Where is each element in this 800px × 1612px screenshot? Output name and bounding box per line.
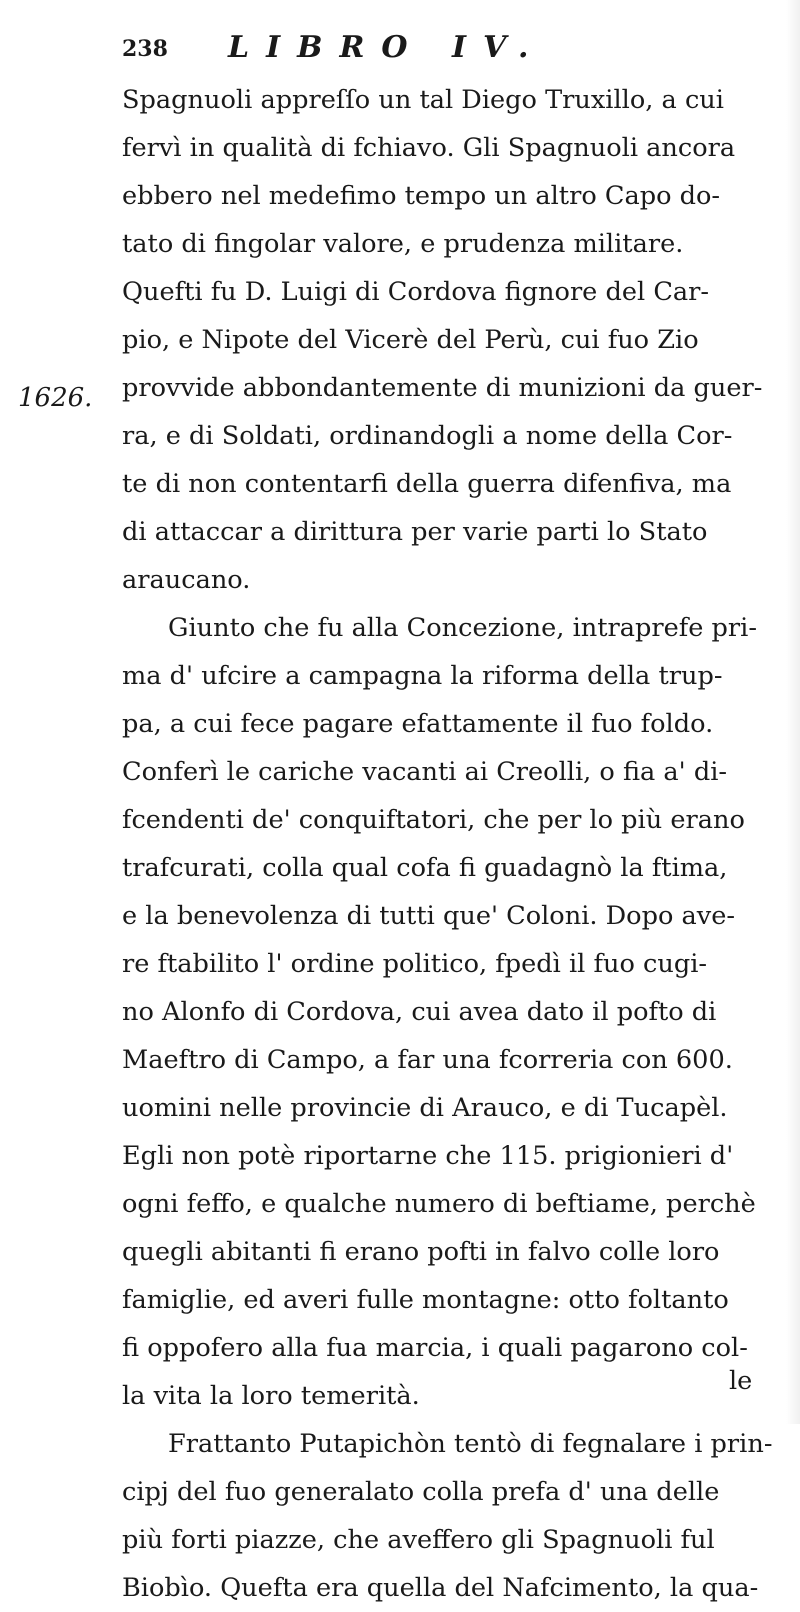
page-edge-shadow bbox=[786, 0, 800, 1424]
text-line: uomini nelle provincie di Arauco, e di Tucapèl. bbox=[122, 1093, 728, 1123]
text-line: Biobìo. Quefta era quella del Nafcimento, la qua- bbox=[122, 1573, 759, 1603]
text-line: tato di fingolar valore, e prudenza militare. bbox=[122, 229, 684, 259]
text-line: di attaccar a dirittura per varie parti lo Stato bbox=[122, 517, 708, 547]
text-line: pio, e Nipote del Vicerè del Perù, cui fuo Zio bbox=[122, 325, 699, 355]
text-line: ra, e di Soldati, ordinandogli a nome della Cor- bbox=[122, 421, 733, 451]
catchword: le bbox=[729, 1366, 753, 1396]
text-line: no Alonfo di Cordova, cui avea dato il pofto di bbox=[122, 997, 717, 1027]
text-line: cipj del fuo generalato colla prefa d' una delle bbox=[122, 1477, 720, 1507]
text-line: re ftabilito l' ordine politico, fpedì il fuo cugi- bbox=[122, 949, 708, 979]
text-line: più forti piazze, che aveffero gli Spagnuoli ful bbox=[122, 1525, 715, 1555]
running-head: LIBRO IV. bbox=[228, 30, 546, 65]
text-line: ma d' ufcire a campagna la riforma della trup- bbox=[122, 661, 723, 691]
body-text bbox=[122, 76, 800, 1612]
text-line: Maeftro di Campo, a far una fcorreria con 600. bbox=[122, 1045, 733, 1075]
text-line: araucano. bbox=[122, 565, 251, 595]
text-line: fcendenti de' conquiftatori, che per lo più erano bbox=[122, 805, 745, 835]
text-line: la vita la loro temerità. bbox=[122, 1381, 420, 1411]
text-line: famiglie, ed averi fulle montagne: otto foltanto bbox=[122, 1285, 729, 1315]
text-line: quegli abitanti fi erano pofti in falvo colle loro bbox=[122, 1237, 720, 1267]
text-line: e la benevolenza di tutti que' Coloni. Dopo ave- bbox=[122, 901, 736, 931]
paragraph-start-line: Giunto che fu alla Concezione, intraprefe pri- bbox=[168, 613, 757, 643]
text-line: te di non contentarfi della guerra difenfiva, ma bbox=[122, 469, 732, 499]
text-line: trafcurati, colla qual cofa fi guadagnò la ftima, bbox=[122, 853, 728, 883]
text-line: fervì in qualità di fchiavo. Gli Spagnuoli ancora bbox=[122, 133, 736, 163]
text-line: ogni feffo, e qualche numero di beftiame, perchè bbox=[122, 1189, 756, 1219]
paragraph-start-line: Frattanto Putapichòn tentò di fegnalare i prin- bbox=[168, 1429, 773, 1459]
text-line: Egli non potè riportarne che 115. prigionieri d' bbox=[122, 1141, 734, 1171]
text-line: Spagnuoli appreſſo un tal Diego Truxillo, a cui bbox=[122, 85, 724, 115]
text-line: ebbero nel medefimo tempo un altro Capo do- bbox=[122, 181, 721, 211]
text-line: Conferì le cariche vacanti ai Creolli, o fia a' di- bbox=[122, 757, 728, 787]
page-number: 238 bbox=[122, 36, 168, 62]
page-header bbox=[122, 30, 772, 70]
text-line: fi oppofero alla fua marcia, i quali pagarono col- bbox=[122, 1333, 748, 1363]
text-line: Quefti fu D. Luigi di Cordova fignore del Car- bbox=[122, 277, 710, 307]
margin-year-note: 1626. bbox=[18, 383, 93, 413]
text-line: provvide abbondantemente di munizioni da guer- bbox=[122, 373, 763, 403]
text-line: pa, a cui fece pagare efattamente il fuo foldo. bbox=[122, 709, 714, 739]
